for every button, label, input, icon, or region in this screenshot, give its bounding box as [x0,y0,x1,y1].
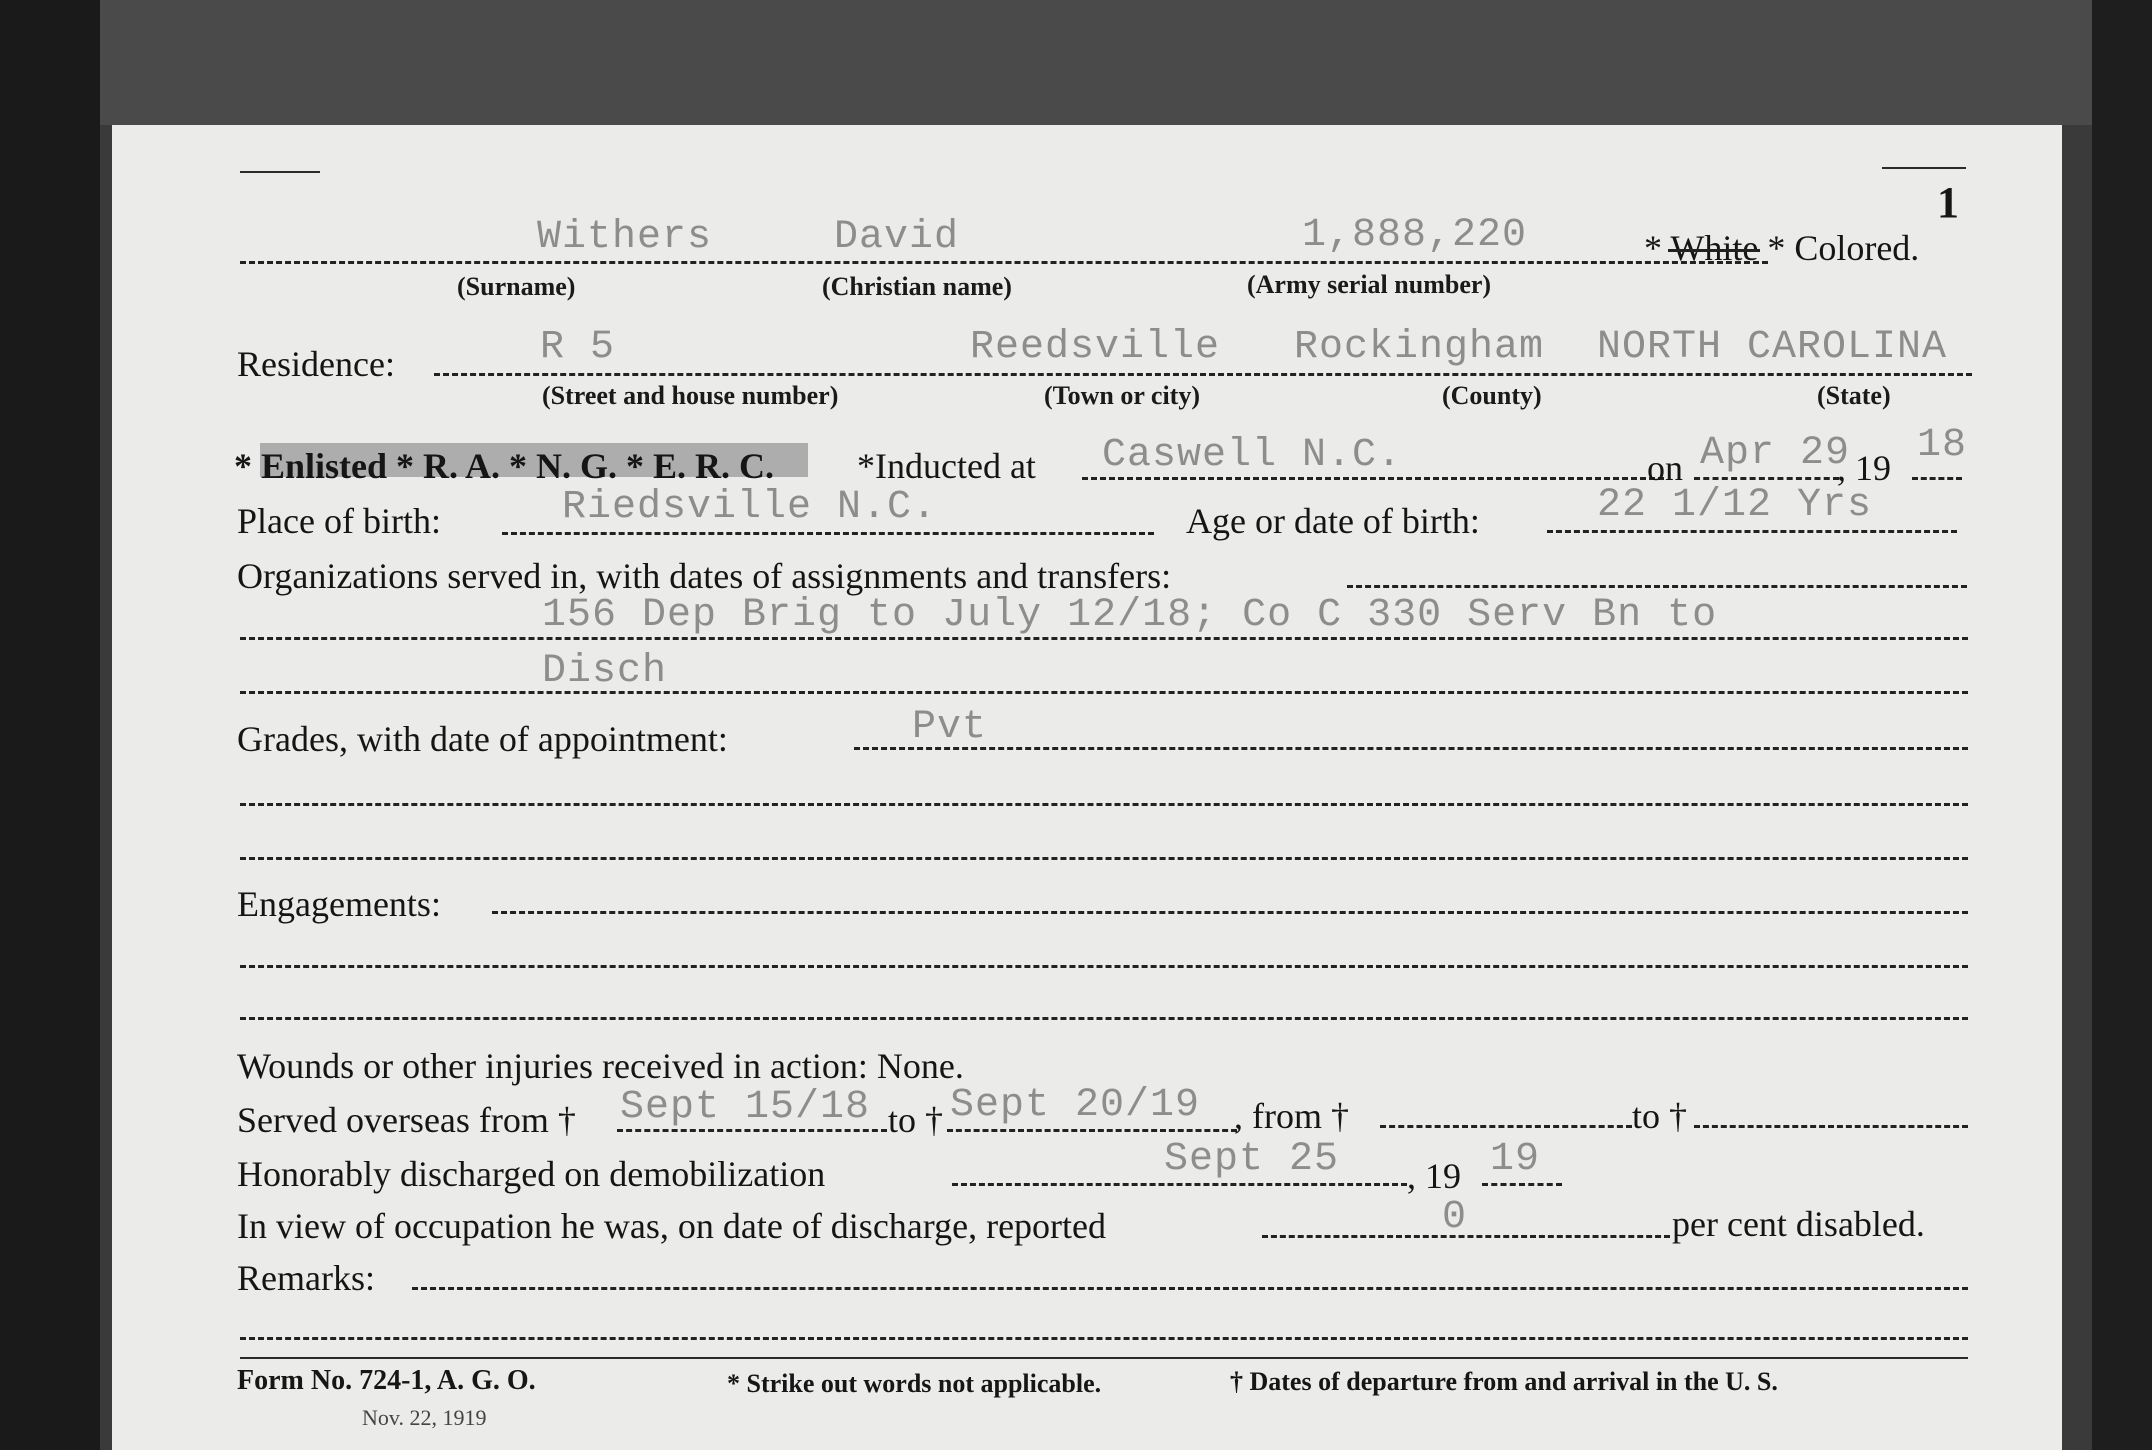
induction-year-value: 18 [1917,423,1968,468]
organizations-value-2: Disch [542,649,668,694]
state-caption: (State) [1817,381,1891,410]
race-field [1644,227,1919,269]
form-number: Form No. 724-1, A. G. O. [237,1365,536,1396]
inducted-at-value: Caswell N.C. [1102,433,1403,478]
name-line [240,261,1768,264]
organizations-line-2 [240,637,1968,640]
scan-border-top [100,0,2092,125]
place-of-birth-line [502,532,1154,535]
strike-out-note: * Strike out words not applicable. [727,1369,1102,1398]
top-right-rule [1882,167,1966,169]
overseas-from-value: Sept 15/18 [620,1085,871,1130]
organizations-line-1 [1347,585,1967,588]
place-of-birth-label: Place of birth: [237,501,441,541]
discharge-date-value: Sept 25 [1164,1137,1340,1182]
residence-town-value: Reedsville [970,325,1221,370]
engagements-line-3 [240,1017,1968,1020]
residence-state-value: NORTH CAROLINA [1597,325,1948,370]
surname-value: Withers [537,215,713,260]
discharge-year-value: 19 [1490,1137,1541,1182]
enlisted-text: * Enlisted * R. A. * N. G. * E. R. C. [234,446,775,486]
footer-rule [240,1357,1968,1359]
remarks-label: Remarks: [237,1258,375,1298]
county-caption: (County) [1442,381,1542,410]
card-number: 1 [1937,178,1959,227]
inducted-at-label: *Inducted at [857,446,1036,486]
induction-year-line [1912,477,1962,480]
overseas-from2-label: , from † [1234,1096,1349,1136]
print-date-stamp: Nov. 22, 1919 [362,1405,487,1430]
serial-number-caption: (Army serial number) [1247,270,1492,299]
engagements-line-1 [492,911,1968,914]
grades-label: Grades, with date of appointment: [237,719,728,759]
serial-number-value: 1,888,220 [1302,213,1528,258]
induction-year-prefix: , 19 [1837,448,1891,488]
overseas-to2-line [1694,1125,1968,1128]
age-line [1547,530,1957,533]
disability-label: In view of occupation he was, on date of discharge, reported [237,1206,1107,1246]
overseas-to-label: to † [888,1100,944,1140]
remarks-line-1 [412,1287,1968,1290]
dates-note: † Dates of departure from and arrival in the U. S. [1230,1367,1778,1396]
organizations-line-3 [240,691,1968,694]
organizations-value-1: 156 Dep Brig to July 12/18; Co C 330 Serv Bn to [542,593,1718,638]
grades-line-1 [854,747,1968,750]
scan-border-right [2092,0,2152,1450]
christian-name-caption: (Christian name) [822,272,1012,301]
residence-county-value: Rockingham [1294,325,1545,370]
star-marker: * [1644,228,1662,268]
overseas-to2-label: to † [1632,1096,1688,1136]
discharge-label: Honorably discharged on demobilization [237,1154,826,1194]
christian-name-value: David [834,215,960,260]
discharge-year-line [1482,1183,1562,1186]
overseas-from2-line [1380,1125,1632,1128]
surname-caption: (Surname) [457,272,576,301]
town-caption: (Town or city) [1044,381,1200,410]
service-record-card [112,125,2062,1450]
engagements-line-2 [240,965,1968,968]
residence-label: Residence: [237,344,395,384]
overseas-to-value: Sept 20/19 [950,1083,1201,1128]
organizations-label: Organizations served in, with dates of assignments and transfers: [237,556,1172,596]
remarks-line-2 [240,1337,1968,1340]
discharge-year-prefix: , 19 [1407,1156,1461,1196]
overseas-label: Served overseas from † [237,1100,576,1140]
race-white-struck: White [1670,228,1759,268]
grades-line-3 [240,857,1968,860]
overseas-to-line [947,1129,1237,1132]
engagements-label: Engagements: [237,884,441,924]
scan-border-left [0,0,100,1450]
star-marker: * [1767,228,1786,268]
grades-line-2 [240,803,1968,806]
wounds-label: Wounds or other injuries received in action: None. [237,1046,964,1086]
residence-line [434,373,1972,376]
discharge-date-line [952,1183,1407,1186]
induction-date-line [1694,477,1839,480]
street-caption: (Street and house number) [542,381,839,410]
top-left-rule [240,171,320,173]
disability-value: 0 [1442,1195,1468,1240]
disability-suffix: per cent disabled. [1672,1204,1925,1244]
on-label: on [1647,448,1683,488]
age-label: Age or date of birth: [1186,501,1480,541]
induction-date-value: Apr 29 [1700,431,1851,476]
place-of-birth-value: Riedsville N.C. [562,485,938,530]
race-colored: Colored. [1794,228,1920,268]
age-value: 22 1/12 Yrs [1597,483,1873,528]
grades-value: Pvt [912,705,988,750]
enlisted-options [234,445,774,487]
residence-street-value: R 5 [540,325,616,370]
